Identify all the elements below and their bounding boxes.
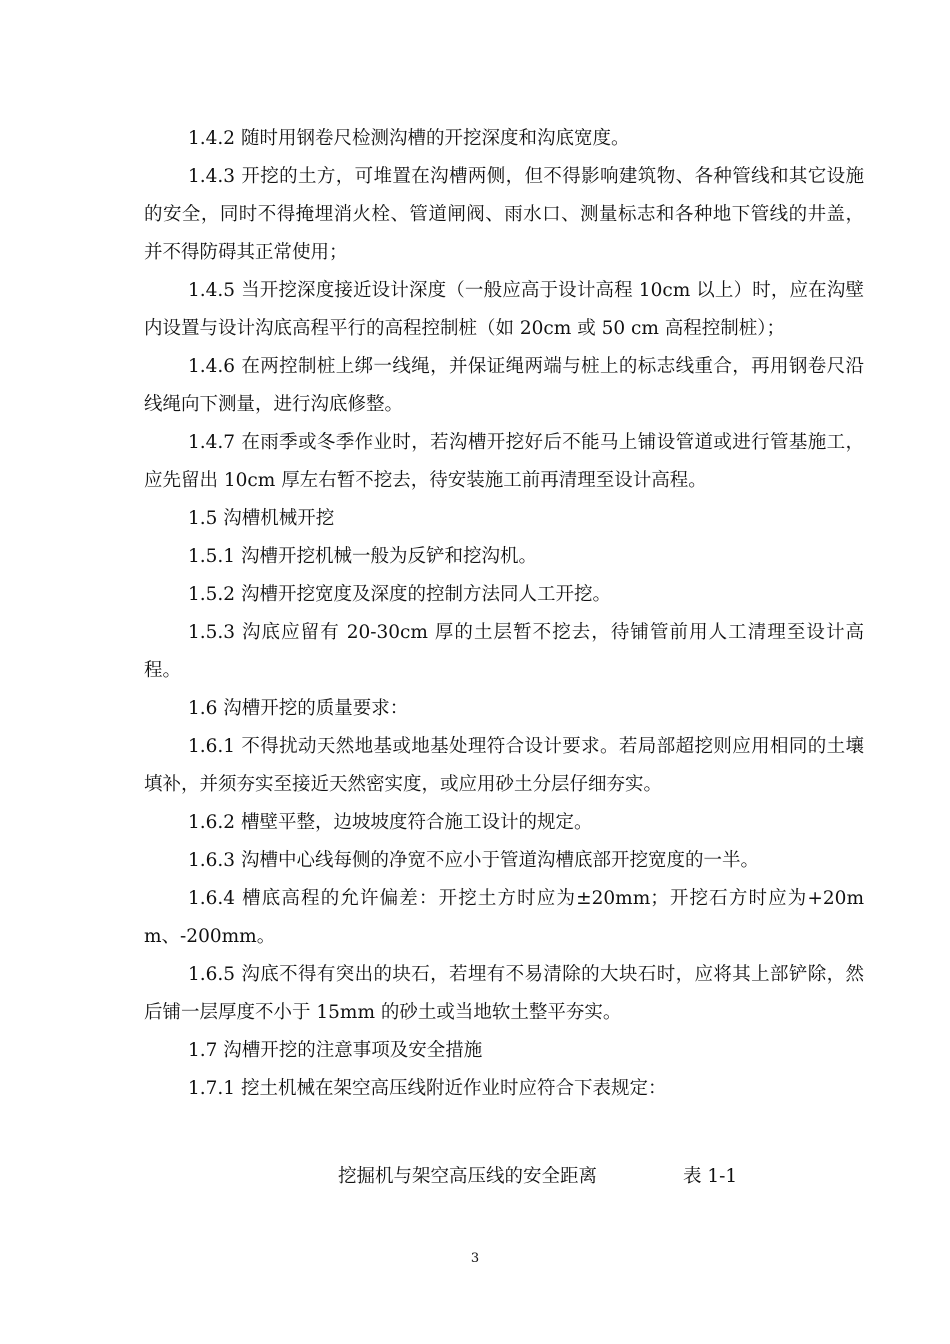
paragraph: 1.4.3 开挖的土方，可堆置在沟槽两侧，但不得影响建筑物、各种管线和其它设施的安全，同时不得掩埋消火栓、管道闸阀、雨水口、测量标志和各种地下管线的井盖，并不得防碍其正常使用； <box>144 166 864 263</box>
paragraph: 1.4.7 在雨季或冬季作业时，若沟槽开挖好后不能马上铺设管道或进行管基施工，应先留出 10cm 厚左右暂不挖去，待安装施工前再清理至设计高程。 <box>144 432 864 491</box>
paragraph: 1.5.2 沟槽开挖宽度及深度的控制方法同人工开挖。 <box>188 584 611 605</box>
paragraph: 1.5.3 沟底应留有 20-30cm 厚的土层暂不挖去，待铺管前用人工清理至设计高程。 <box>144 622 864 681</box>
paragraph: 1.5.1 沟槽开挖机械一般为反铲和挖沟机。 <box>188 546 537 567</box>
table-caption-title: 挖掘机与架空高压线的安全距离 <box>338 1166 598 1187</box>
section-heading: 1.7 沟槽开挖的注意事项及安全措施 <box>188 1040 483 1061</box>
paragraph: 1.4.6 在两控制桩上绑一线绳，并保证绳两端与桩上的标志线重合，再用钢卷尺沿线绳向下测量，进行沟底修整。 <box>144 356 864 415</box>
paragraph: 1.4.5 当开挖深度接近设计深度（一般应高于设计高程 10cm 以上）时，应在沟壁内设置与设计沟底高程平行的高程控制桩（如 20cm 或 50 cm 高程控制桩）； <box>144 280 864 339</box>
paragraph: 1.7.1 挖土机械在架空高压线附近作业时应符合下表规定： <box>188 1078 667 1099</box>
paragraph: 1.4.2 随时用钢卷尺检测沟槽的开挖深度和沟底宽度。 <box>188 128 630 149</box>
paragraph: 1.6.1 不得扰动天然地基或地基处理符合设计要求。若局部超挖则应用相同的土壤填补，并须夯实至接近天然密实度，或应用砂土分层仔细夯实。 <box>144 736 864 795</box>
table-caption-number: 表 1-1 <box>683 1166 738 1187</box>
section-heading: 1.5 沟槽机械开挖 <box>188 508 335 529</box>
section-heading: 1.6 沟槽开挖的质量要求： <box>188 698 409 719</box>
paragraph: 1.6.2 槽壁平整，边坡坡度符合施工设计的规定。 <box>188 812 593 833</box>
body-text <box>144 120 864 1108</box>
paragraph: 1.6.3 沟槽中心线每侧的净宽不应小于管道沟槽底部开挖宽度的一半。 <box>188 850 759 871</box>
page-number: 3 <box>470 1251 480 1266</box>
paragraph: 1.6.4 槽底高程的允许偏差：开挖土方时应为±20mm；开挖石方时应为+20mm、-200mm。 <box>144 888 864 947</box>
paragraph: 1.6.5 沟底不得有突出的块石，若埋有不易清除的大块石时，应将其上部铲除，然后铺一层厚度不小于 15mm 的砂土或当地软土整平夯实。 <box>144 964 864 1023</box>
